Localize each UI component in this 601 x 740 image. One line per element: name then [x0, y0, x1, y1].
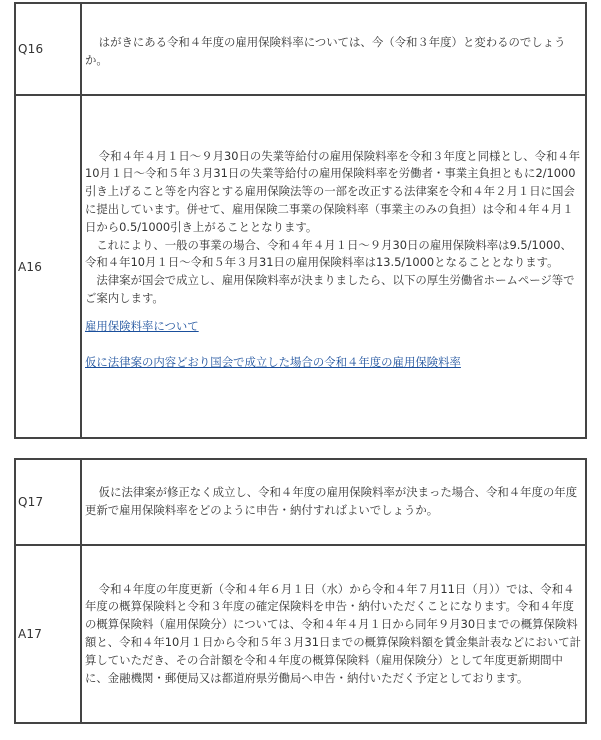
answer-paragraph: 令和４年度の年度更新（令和４年６月１日（水）から令和４年７月11日（月））では、令和４年度の概算保険料と令和３年度の確定保険料を申告・納付いただくことになります。令和４年度の概算保険料（雇用保険分）については、令和４年４月１日から同年９月30日までの概算保険料額と、令和４年10月１日から令和５年３月31日までの概算保険料額を賃金集計表などにおいて計算していただき、その合計額を令和４年度の概算保険料（雇用保険分）として年度更新期間中に、金融機関・郵便局又は都道府県労働局へ申告・納付いただく予定としております。	[85, 581, 582, 685]
question-row	[15, 459, 586, 545]
answer-label: A17	[15, 545, 81, 723]
answer-paragraph: 法律案が国会で成立し、雇用保険料率が決まりましたら、以下の厚生労働省ホームページ等でご案内します。	[85, 273, 575, 305]
question-cell	[81, 3, 586, 95]
question-label: Q16	[15, 3, 81, 95]
answer-cell	[81, 95, 586, 438]
qa-table-q16	[14, 2, 587, 439]
qa-table-q17	[14, 458, 587, 724]
answer-row	[15, 545, 586, 723]
question-text: はがきにある令和４年度の雇用保険料率については、今（令和３年度）と変わるのでしょうか。	[85, 35, 566, 67]
question-label: Q17	[15, 459, 81, 545]
question-cell	[81, 459, 586, 545]
answer-row	[15, 95, 586, 438]
insurance-rate-link[interactable]: 雇用保険料率について	[85, 318, 199, 333]
rate-if-bill-passes-link[interactable]: 仮に法律案の内容どおり国会で成立した場合の令和４年度の雇用保険料率	[85, 354, 461, 369]
answer-paragraph: これにより、一般の事業の場合、令和４年４月１日～９月30日の雇用保険料率は9.5/1000、令和４年10月１日～令和５年３月31日の雇用保険料率は13.5/1000となることとなります。	[85, 237, 572, 270]
question-row	[15, 3, 586, 95]
answer-cell	[81, 545, 586, 723]
question-text: 仮に法律案が修正なく成立し、令和４年度の雇用保険料率が決まった場合、令和４年度の年度更新で雇用保険料率をどのように申告・納付すればよいでしょうか。	[85, 485, 578, 517]
answer-paragraph: 令和４年４月１日～９月30日の失業等給付の雇用保険料率を令和３年度と同様とし、令和４年10月１日～令和５年３月31日の失業等給付の雇用保険料率を労働者・事業主負担ともに2/1000引き上げること等を内容とする雇用保険法等の一部を改正する法律案を令和４年２月１日に国会に提出しています。併せて、雇用保険二事業の保険料率（事業主のみの負担）は令和４年４月１日から0.5/1000引き上がることとなります。	[85, 148, 581, 234]
answer-label: A16	[15, 95, 81, 438]
